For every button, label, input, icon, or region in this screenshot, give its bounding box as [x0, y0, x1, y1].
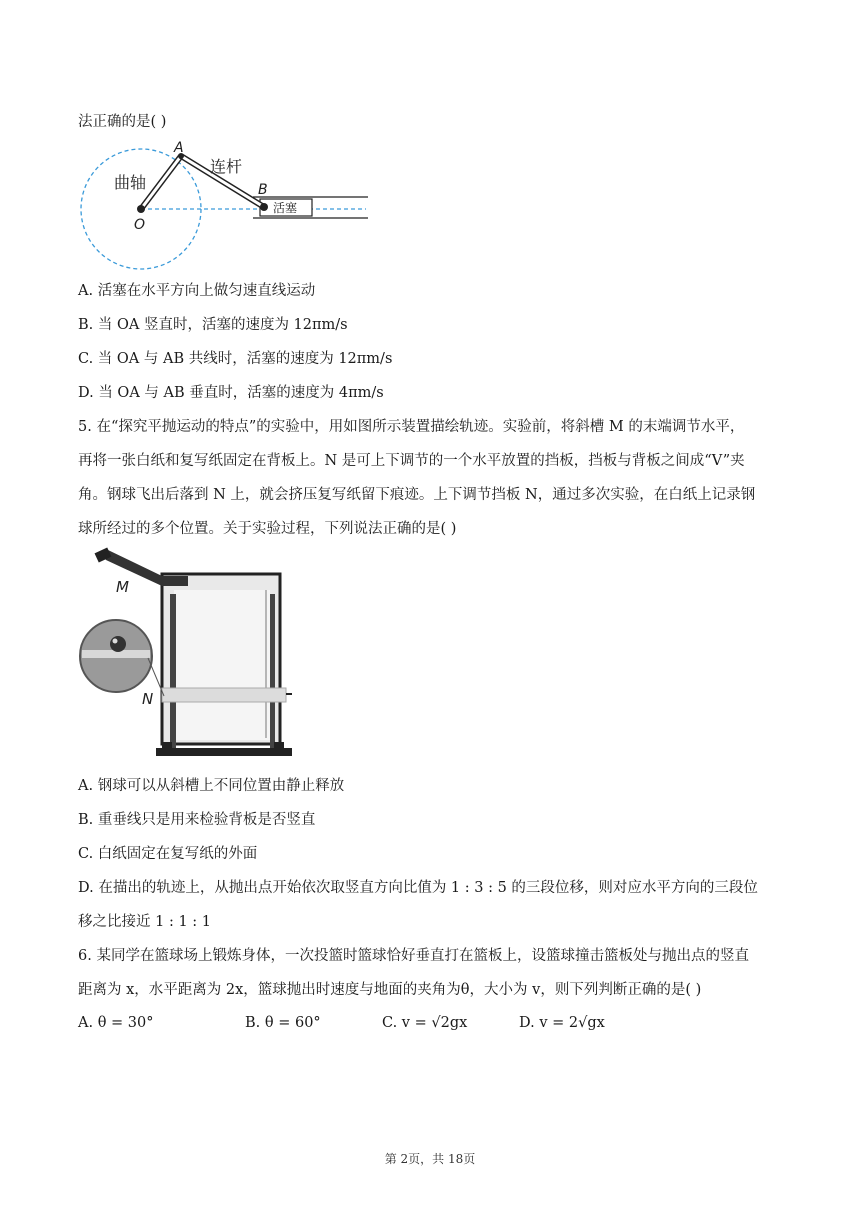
joint-O: [137, 205, 145, 213]
q4-option-a: A. 活塞在水平方向上做匀速直线运动: [78, 283, 316, 299]
q4-option-d: D. 当 OA 与 AB 垂直时，活塞的速度为 4πm/s: [78, 385, 384, 401]
q6-choice-a: A. θ = 30°: [78, 1015, 154, 1031]
q6-choice-c: C. v = √2gx: [382, 1015, 468, 1031]
q5-option-c: C. 白纸固定在复写纸的外面: [78, 846, 258, 862]
piston-label: 活塞: [273, 201, 298, 215]
q6-choice-b: B. θ = 60°: [245, 1015, 321, 1031]
q5-stem-line-2: 再将一张白纸和复写纸固定在背板上。N 是可上下调节的一个水平放置的挡板，挡板与背板之间成“V”夹: [78, 453, 745, 469]
q5-option-b: B. 重垂线只是用来检验背板是否竖直: [78, 812, 316, 828]
joint-B: [260, 203, 268, 211]
q4-question-tail: 法正确的是( ): [78, 114, 167, 130]
chute-M: [102, 550, 188, 586]
crank-rod-figure: [78, 136, 378, 270]
q5-stem-line-1: 5. 在“探究平抛运动的特点”的实验中，用如图所示装置描绘轨迹。实验前，将斜槽 M 的末端调节水平，: [78, 419, 745, 435]
q6-stem-line-2: 距离为 x，水平距离为 2x，篮球抛出时速度与地面的夹角为θ，大小为 v，则下列判断正确的是( ): [78, 982, 702, 998]
page-footer: 第 2页，共 18页: [384, 1152, 476, 1166]
q6-choice-d: D. v = 2√gx: [519, 1015, 605, 1031]
label-rod: 连杆: [210, 157, 243, 176]
label-crank: 曲轴: [114, 173, 147, 192]
label-A: A: [174, 140, 184, 156]
q6-stem-line-1: 6. 某同学在篮球场上锻炼身体，一次投篮时篮球恰好垂直打在篮板上，设篮球撞击篮板处与抛出点的竖直: [78, 948, 749, 964]
q5-option-a: A. 钢球可以从斜槽上不同位置由静止释放: [78, 778, 345, 794]
projectile-apparatus-figure: [78, 546, 300, 768]
baffle-N: [162, 688, 286, 702]
base: [156, 748, 292, 756]
q4-option-c: C. 当 OA 与 AB 共线时，活塞的速度为 12πm/s: [78, 351, 393, 367]
q5-option-d-line-1: D. 在描出的轨迹上，从抛出点开始依次取竖直方向比值为 1 : 3 : 5 的三段位移，则对应水平方向的三段位: [78, 880, 758, 896]
q5-stem-line-4: 球所经过的多个位置。关于实验过程，下列说法正确的是( ): [78, 521, 457, 537]
label-N: N: [142, 690, 154, 708]
label-M: M: [116, 578, 129, 596]
label-B: B: [258, 182, 268, 198]
label-O: O: [134, 217, 146, 233]
q4-option-b: B. 当 OA 竖直时，活塞的速度为 12πm/s: [78, 317, 348, 333]
q5-stem-line-3: 角。钢球飞出后落到 N 上，就会挤压复写纸留下痕迹。上下调节挡板 N，通过多次实验，在白纸上记录钢: [78, 487, 756, 503]
q5-option-d-line-2: 移之比接近 1 : 1 : 1: [78, 914, 211, 930]
